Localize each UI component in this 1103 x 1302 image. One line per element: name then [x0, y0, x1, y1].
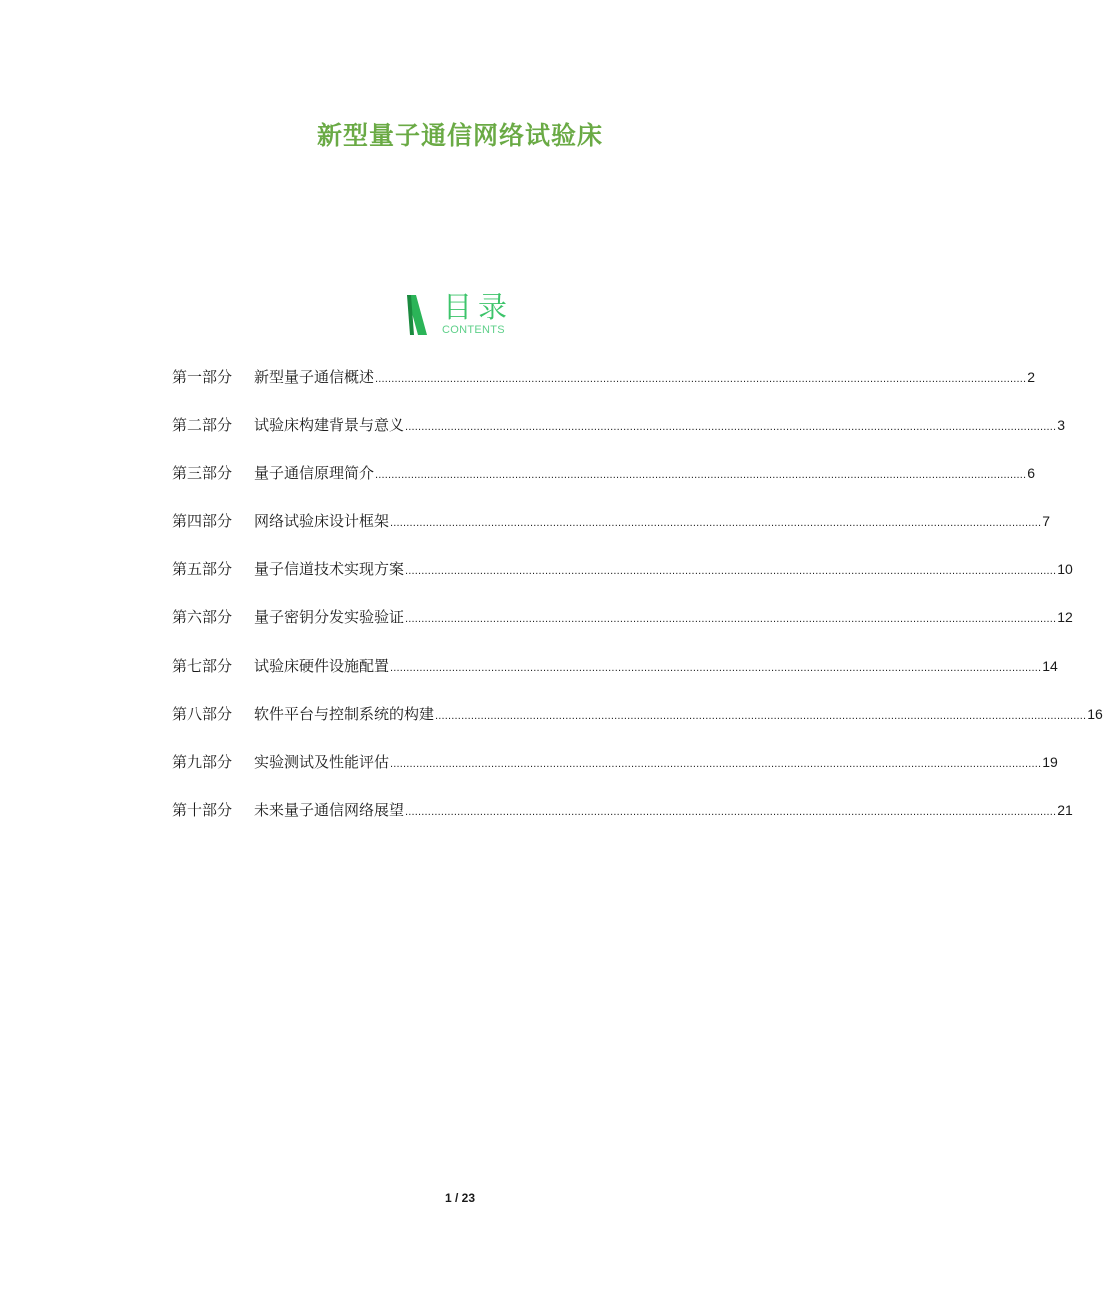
- toc-entry[interactable]: [172, 510, 1051, 558]
- toc-entry-leader: ........................................................................................................................................................................................................: [390, 517, 1042, 530]
- toc-entry[interactable]: [172, 414, 1066, 462]
- page-number: 1 / 23: [444, 1191, 476, 1205]
- toc-entry-leader: ........................................................................................................................................................................................................: [390, 661, 1042, 674]
- bookmark-stripe-icon: [405, 295, 429, 335]
- toc-entry[interactable]: [172, 751, 1058, 799]
- toc-heading-subtitle: CONTENTS: [442, 324, 505, 336]
- toc-entry[interactable]: [172, 703, 1103, 751]
- toc-entry-title: 量子密钥分发实验验证: [254, 608, 405, 627]
- toc-entry-title: 试验床构建背景与意义: [254, 416, 405, 435]
- toc-entry-title: 网络试验床设计框架: [254, 512, 390, 531]
- toc-entry-title: 实验测试及性能评估: [254, 752, 390, 771]
- toc-entry-part: 第十部分: [172, 800, 233, 819]
- toc-entry-page: 7: [1042, 513, 1051, 530]
- toc-entry-leader: ........................................................................................................................................................................................................: [405, 805, 1057, 818]
- toc-entry-page: 12: [1057, 609, 1073, 626]
- toc-entry-part: 第八部分: [172, 704, 233, 723]
- toc-entry-part: 第四部分: [172, 512, 233, 531]
- toc-entry-page: 10: [1057, 561, 1073, 578]
- toc-entry-page: 2: [1027, 369, 1036, 385]
- toc-entry-page: 16: [1087, 705, 1103, 722]
- toc-entry-page: 6: [1027, 465, 1036, 482]
- toc-entry-part: 第九部分: [172, 752, 233, 771]
- toc-entry[interactable]: [172, 366, 1036, 414]
- toc-entry-leader: ........................................................................................................................................................................................................: [435, 709, 1087, 722]
- toc-entry-leader: ........................................................................................................................................................................................................: [405, 565, 1057, 578]
- toc-entry-title: 新型量子通信概述: [254, 368, 375, 386]
- toc-entry-part: 第七部分: [172, 656, 233, 675]
- toc-entry[interactable]: [172, 799, 1073, 847]
- toc-entry-page: 21: [1057, 801, 1073, 818]
- toc-entry-title: 未来量子通信网络展望: [254, 800, 405, 819]
- toc-heading: [405, 292, 535, 342]
- toc-entry[interactable]: [172, 558, 1073, 606]
- toc-entry-title: 试验床硬件设施配置: [254, 656, 390, 675]
- toc-entry-leader: ........................................................................................................................................................................................................: [375, 469, 1027, 482]
- toc-entry-part: 第二部分: [172, 416, 233, 435]
- document-title: 新型量子通信网络试验床: [316, 121, 603, 150]
- toc-entry[interactable]: [172, 655, 1058, 703]
- toc-entry-page: 19: [1042, 753, 1058, 770]
- toc-entry-part: 第六部分: [172, 608, 233, 627]
- toc-list: [172, 366, 1103, 847]
- toc-entry-title: 软件平台与控制系统的构建: [254, 704, 435, 723]
- toc-entry-part: 第三部分: [172, 464, 233, 483]
- toc-entry[interactable]: [172, 462, 1036, 510]
- toc-entry-leader: ........................................................................................................................................................................................................: [405, 421, 1057, 434]
- toc-entry-part: 第一部分: [172, 368, 233, 386]
- toc-entry-leader: ........................................................................................................................................................................................................: [390, 757, 1042, 770]
- toc-entry-title: 量子通信原理简介: [254, 464, 375, 483]
- toc-heading-title: 目录: [443, 290, 514, 324]
- toc-entry-leader: ........................................................................................................................................................................................................: [405, 613, 1057, 626]
- toc-entry-leader: ........................................................................................................................................................................................................: [375, 373, 1027, 385]
- toc-entry[interactable]: [172, 606, 1073, 654]
- toc-entry-part: 第五部分: [172, 560, 233, 579]
- toc-entry-title: 量子信道技术实现方案: [254, 560, 405, 579]
- toc-entry-page: 3: [1057, 417, 1066, 434]
- toc-entry-page: 14: [1042, 657, 1058, 674]
